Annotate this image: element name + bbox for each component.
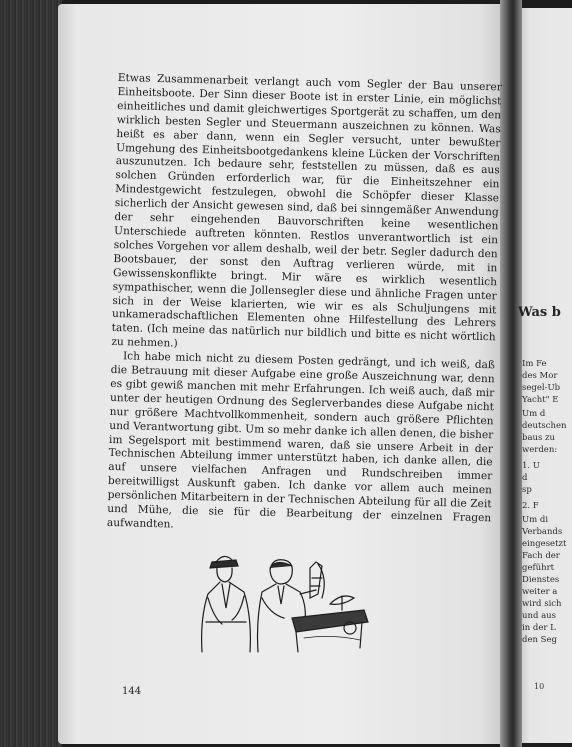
right-page-line: d: [522, 473, 528, 483]
right-page-line: baus zu: [522, 433, 555, 443]
right-page-line: wird sich: [522, 599, 562, 609]
right-page-line: in der L: [522, 623, 556, 633]
body-text: [107, 72, 502, 540]
right-page-line: werden:: [522, 445, 558, 455]
right-page-line: sp: [522, 485, 532, 495]
right-page-line: Im Fe: [522, 359, 547, 369]
paragraph-1: Etwas Zusammenarbeit verlangt auch vom Segler der Bau unserer Einheitsboote. Der Sinn dieser Boote ist in erster Linie, ein möglichst einheitliches und damit gleichwertiges Sportgerät zu schaffen, um den wirklich besten Segler und Steuermann auszeichnen zu können. Was heißt es aber dann, wenn ein Segler versucht, unter bewußter Umgehung des Einheitsbootgedankens kleine Lücken der Vorschriften auszunutzen. Ich bedaure sehr, feststellen zu müssen, daß es aus solchen Gründen erforderlich war, für die Einheitszehner ein Mindestgewicht festzulegen, obwohl die Schöpfer dieser Klasse sicherlich der Ansicht gewesen sind, daß bei sinngemäßer Anwendung der sehr eingehenden Bauvorschriften keine wesentlichen Unterschiede auftreten könnten. Restlos unverantwortlich ist ein solches Vorgehen vor allem deshalb, weil der betr. Segler dadurch den Bootsbauer, der sonst den Auftrag verlieren würde, mit in Gewissenskonflikte bringt. Mir wäre es wirklich wesentlich sympathischer, wenn die Jollensegler diese und ähnliche Fragen unter sich in der Weise klarierten, wie wir es als Schuljungens mit unkameradschaftlichen Elementen ohne Hilfestellung des Lehrers taten. (Ich meine das natürlich nur bildlich und bitte es nicht wörtlich zu nehmen.): [111, 72, 502, 350]
paragraph-2: Ich habe mich nicht zu diesem Posten gedrängt, und ich weiß, daß die Betrauung mit dieser Aufgabe eine große Auszeichnung war, denn es gibt gewiß manchen mit mehr Erfahrungen. Ich weiß auch, daß mir unter der heutigen Ordnung des Seglerverbandes diese Aufgabe nicht nur größere Machtvollkommenheit, sondern auch größere Pflichten und Verantwortung gibt. Um so mehr danke ich allen denen, die bisher im Segelsport mit bestimmend waren, daß sie unsere Arbeit in der Technischen Abteilung immer unterstützt haben, ich danke allen, die auf unsere vielfachen Anfragen und Rundschreiben immer bereitwilligst Auskunft gaben. Ich danke vor allem auch meinen persönlichen Mitarbeitern in der Technischen Abteilung für all die Zeit und Mühe, die sie für die Bearbeitung der einzelnen Fragen aufwandten.: [106, 350, 496, 531]
right-page-line: segel-Ub: [522, 383, 561, 393]
right-page-line: Dienstes: [522, 575, 560, 585]
right-page-line: Yacht" E: [522, 395, 559, 405]
right-page-line: geführt: [522, 563, 555, 573]
right-page-line: 2. F: [522, 501, 539, 511]
right-page-line: deutschen: [522, 421, 567, 431]
right-page-line: Um d: [522, 409, 546, 419]
right-page-line: weiter a: [522, 587, 558, 597]
right-page-line: 1. U: [522, 461, 540, 471]
right-page-line: Um di: [522, 515, 549, 525]
right-page-line: Verbands: [522, 527, 563, 537]
right-page-line: den Seg: [522, 635, 557, 645]
book-gutter: [500, 0, 522, 747]
page-number: 144: [122, 686, 142, 697]
right-page-number: 10: [534, 682, 545, 691]
sailors-illustration: [192, 548, 374, 658]
book-edge: [0, 0, 62, 747]
right-page-line: Fach der: [522, 551, 560, 561]
right-page-heading: Was b: [518, 305, 561, 320]
right-page-line: eingesetzt: [522, 539, 567, 549]
right-page-line: und aus: [522, 611, 556, 621]
right-page-line: des Mor: [522, 371, 558, 381]
